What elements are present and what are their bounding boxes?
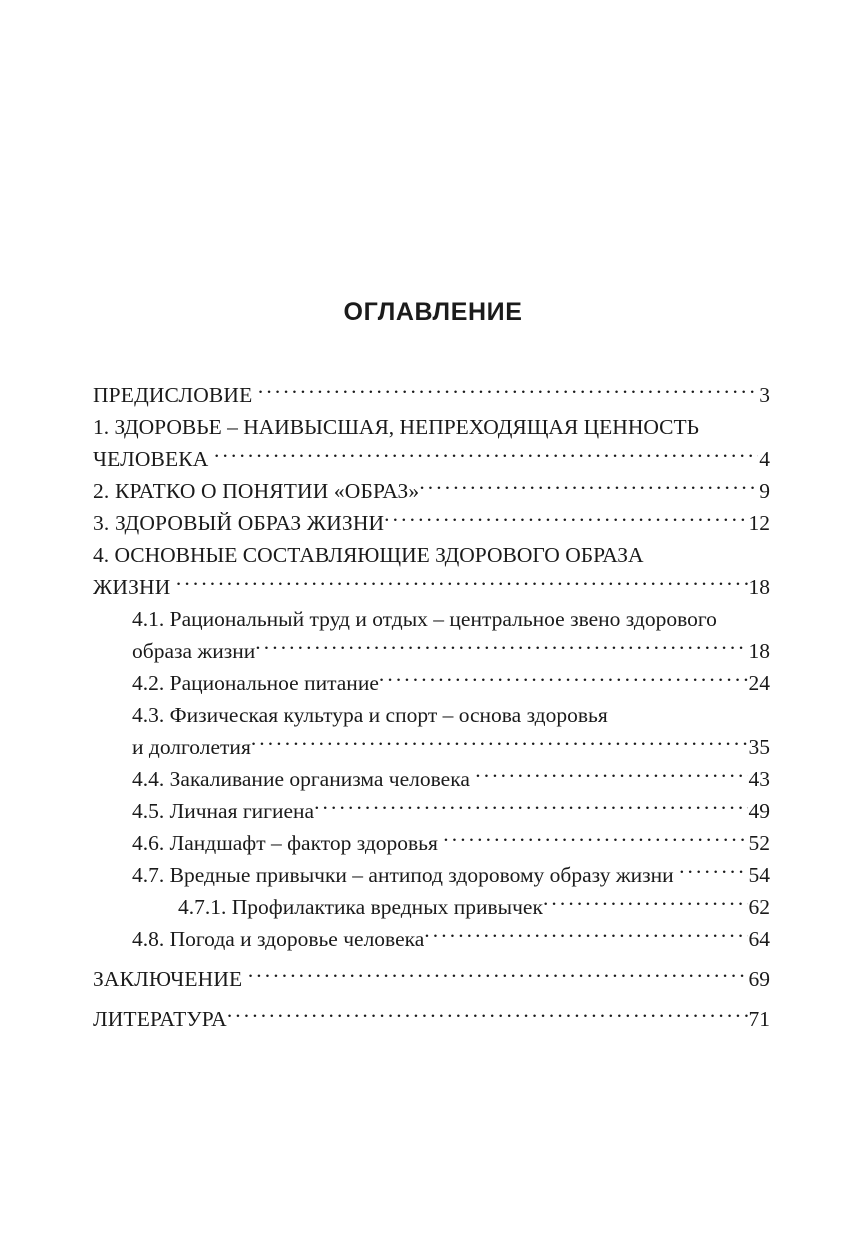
toc-page-number: 69 bbox=[748, 967, 770, 991]
toc-page-number: 64 bbox=[748, 927, 770, 951]
toc-entry-label: 4.7. Вредные привычки – антипод здоровому образу жизни bbox=[132, 863, 674, 887]
toc-entry-leader-line bbox=[93, 379, 770, 411]
toc-entry-leader-line bbox=[132, 827, 770, 859]
toc-entry[interactable] bbox=[93, 475, 770, 507]
dot-leader bbox=[214, 445, 758, 467]
dot-leader bbox=[258, 381, 758, 403]
toc-page-number: 35 bbox=[748, 735, 770, 759]
dot-leader bbox=[419, 477, 758, 499]
toc-entry-leader-line bbox=[132, 859, 770, 891]
toc-entry[interactable] bbox=[132, 827, 770, 859]
toc-entry[interactable] bbox=[132, 603, 770, 667]
toc-entry-leader-line bbox=[93, 475, 770, 507]
dot-leader bbox=[443, 829, 747, 851]
toc-entry-label: образа жизни bbox=[132, 639, 256, 663]
toc-entry-label: 4.4. Закаливание организма человека bbox=[132, 767, 470, 791]
toc-page-number: 12 bbox=[748, 511, 770, 535]
toc-entry-leader-line bbox=[93, 443, 770, 475]
toc-entry[interactable] bbox=[93, 411, 770, 475]
toc-entry[interactable] bbox=[132, 667, 770, 699]
toc-entry-label: ЖИЗНИ bbox=[93, 575, 171, 599]
toc-entry[interactable] bbox=[132, 923, 770, 955]
table-of-contents bbox=[93, 379, 770, 1035]
toc-entry-leader-line bbox=[132, 731, 770, 763]
toc-entry[interactable] bbox=[132, 795, 770, 827]
toc-entry[interactable] bbox=[132, 763, 770, 795]
toc-page-number: 24 bbox=[748, 671, 770, 695]
toc-entry-leader-line bbox=[132, 635, 770, 667]
toc-entry-line: 4.1. Рациональный труд и отдых – центральное звено здорового bbox=[132, 607, 717, 631]
dot-leader bbox=[384, 509, 747, 531]
dot-leader bbox=[251, 733, 748, 755]
toc-page-number: 3 bbox=[759, 383, 770, 407]
toc-entry-label: ЧЕЛОВЕКА bbox=[93, 447, 209, 471]
toc-entry[interactable] bbox=[93, 379, 770, 411]
toc-entry-leader-line bbox=[132, 763, 770, 795]
dot-leader bbox=[679, 861, 747, 883]
toc-entry-line: 4.3. Физическая культура и спорт – основа здоровья bbox=[132, 703, 608, 727]
toc-entry-leader-line bbox=[178, 891, 770, 923]
toc-entry[interactable] bbox=[132, 699, 770, 763]
toc-entry-label: 4.5. Личная гигиена bbox=[132, 799, 315, 823]
dot-leader bbox=[379, 669, 748, 691]
dot-leader bbox=[424, 925, 747, 947]
toc-page-number: 52 bbox=[748, 831, 770, 855]
toc-entry-leader-line bbox=[132, 923, 770, 955]
toc-entry-line: 1. ЗДОРОВЬЕ – НАИВЫСШАЯ, НЕПРЕХОДЯЩАЯ ЦЕННОСТЬ bbox=[93, 415, 699, 439]
toc-entry-label: 4.6. Ландшафт – фактор здоровья bbox=[132, 831, 438, 855]
toc-page-number: 43 bbox=[748, 767, 770, 791]
toc-entry-label: ЗАКЛЮЧЕНИЕ bbox=[93, 967, 243, 991]
dot-leader bbox=[255, 637, 747, 659]
toc-entry[interactable] bbox=[93, 1003, 770, 1035]
toc-entry-label: ПРЕДИСЛОВИЕ bbox=[93, 383, 253, 407]
toc-page-number: 62 bbox=[748, 895, 770, 919]
toc-entry-leader-line bbox=[93, 571, 770, 603]
toc-entry-leader-line bbox=[93, 507, 770, 539]
toc-entry-label: 4.2. Рациональное питание bbox=[132, 671, 379, 695]
toc-entry-label: 4.7.1. Профилактика вредных привычек bbox=[178, 895, 543, 919]
toc-entry[interactable] bbox=[93, 963, 770, 995]
page-title: ОГЛАВЛЕНИЕ bbox=[343, 298, 523, 326]
toc-entry-leader-line bbox=[93, 963, 770, 995]
toc-page-number: 49 bbox=[748, 799, 770, 823]
toc-page-number: 9 bbox=[759, 479, 770, 503]
toc-entry[interactable] bbox=[132, 859, 770, 891]
toc-entry-label: и долголетия bbox=[132, 735, 251, 759]
dot-leader bbox=[248, 965, 748, 987]
toc-entry[interactable] bbox=[93, 539, 770, 603]
toc-entry[interactable] bbox=[93, 507, 770, 539]
toc-entry-leader-line bbox=[132, 667, 770, 699]
dot-leader bbox=[227, 1005, 748, 1027]
toc-entry-line: 4. ОСНОВНЫЕ СОСТАВЛЯЮЩИЕ ЗДОРОВОГО ОБРАЗА bbox=[93, 543, 644, 567]
toc-page-number: 4 bbox=[759, 447, 770, 471]
toc-page-number: 18 bbox=[748, 639, 770, 663]
dot-leader bbox=[543, 893, 748, 915]
toc-page-number: 54 bbox=[748, 863, 770, 887]
toc-page-number: 71 bbox=[748, 1007, 770, 1031]
toc-entry-label: ЛИТЕРАТУРА bbox=[93, 1007, 227, 1031]
dot-leader bbox=[475, 765, 747, 787]
dot-leader bbox=[314, 797, 747, 819]
toc-entry-label: 4.8. Погода и здоровье человека bbox=[132, 927, 425, 951]
toc-entry[interactable] bbox=[178, 891, 770, 923]
toc-entry-label: 3. ЗДОРОВЫЙ ОБРАЗ ЖИЗНИ bbox=[93, 511, 385, 535]
dot-leader bbox=[176, 573, 748, 595]
toc-page-number: 18 bbox=[748, 575, 770, 599]
toc-entry-leader-line bbox=[93, 1003, 770, 1035]
toc-entry-label: 2. КРАТКО О ПОНЯТИИ «ОБРАЗ» bbox=[93, 479, 420, 503]
toc-entry-leader-line bbox=[132, 795, 770, 827]
